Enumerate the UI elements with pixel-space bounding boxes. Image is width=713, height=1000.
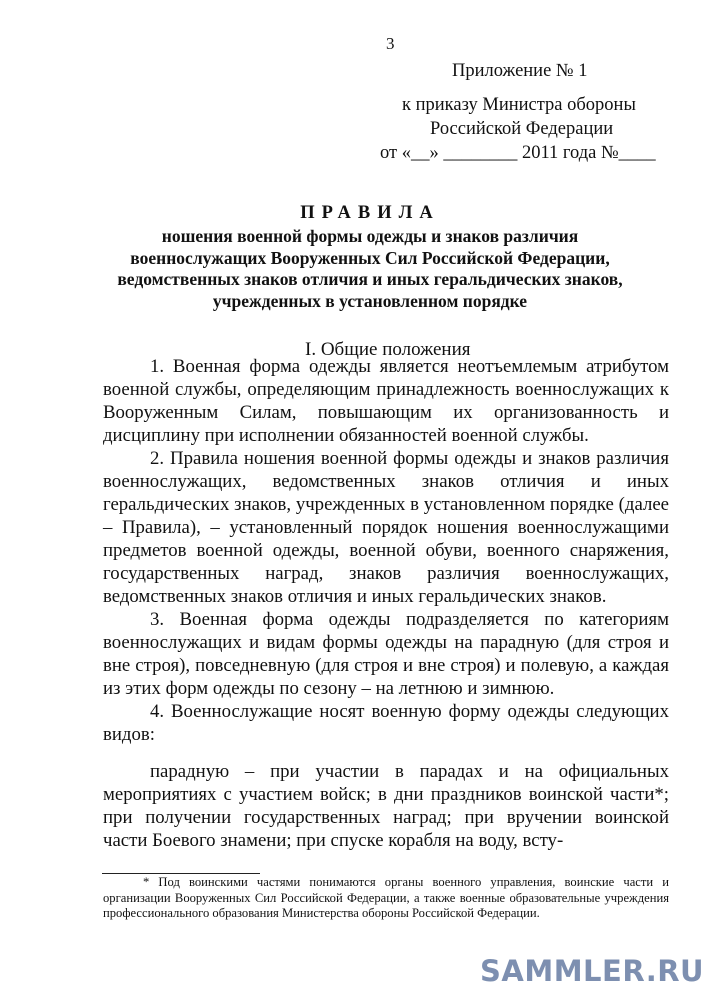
page-number: 3 [386, 34, 395, 53]
paragraph-3: 3. Военная форма одежды подразделяется по категориям военнослужащих и видам формы одежды на парадную (для строя и вне строя), повседневную (для строя и вне строя) и полевую, а каждая из этих форм одежды по сезону – на летнюю и зимнюю. [103, 609, 669, 699]
footnote [103, 875, 669, 922]
footnote-separator [102, 873, 260, 874]
title-line: учрежденных в установленном порядке [212, 290, 528, 311]
title-line: ведомственных знаков отличия и иных геральдических знаков, [117, 269, 623, 289]
title-line: военнослужащих Вооруженных Сил Российской Федерации, [130, 247, 610, 268]
paragraph-1: 1. Военная форма одежды является неотъемлемым атрибутом военной службы, определяющим принадлежность военнослужащих к Вооруженным Силам, повышающим их организованность и дисциплину при исполнении обязанностей военной службы. [103, 356, 669, 446]
section-heading: I. Общие положения [305, 339, 471, 360]
body-text [103, 355, 669, 852]
title-main: ПРАВИЛА [300, 203, 440, 223]
document-title [100, 200, 640, 312]
footnote-text: * Под воинскими частями понимаются органы военного управления, воинские части и организации Вооруженных Сил Российской Федерации, а также военные образовательные учреждения профессионального образования Министерства обороны Российской Федерации. [103, 875, 669, 920]
paragraph-5: парадную – при участии в парадах и на официальных мероприятиях с участием войск; в дни праздников воинской части*; при получении государственных наград; при вручении воинской части Боевого знамени; при спуске корабля на воду, всту- [103, 761, 669, 851]
watermark: SAMMLER.RU [480, 954, 705, 988]
appendix-label: Приложение № 1 [452, 61, 588, 81]
paragraph-4: 4. Военнослужащие носят военную форму одежды следующих видов: [103, 701, 669, 745]
appendix-order-ref: к приказу Министра обороны [402, 95, 636, 115]
appendix-federation: Российской Федерации [430, 119, 614, 139]
appendix-date-number: от «__» ________ 2011 года №____ [380, 143, 656, 163]
paragraph-2: 2. Правила ношения военной формы одежды и знаков различия военнослужащих, ведомственных знаков отличия и иных геральдических знаков, учрежденных в установленном порядке (далее – Правила), – установленный порядок ношения военнослужащими предметов военной одежды, военной обуви, военного снаряжения, государственных наград, знаков различия военнослужащих, ведомственных знаков отличия и иных геральдических знаков. [103, 448, 669, 607]
title-line: ношения военной формы одежды и знаков различия [161, 226, 579, 246]
